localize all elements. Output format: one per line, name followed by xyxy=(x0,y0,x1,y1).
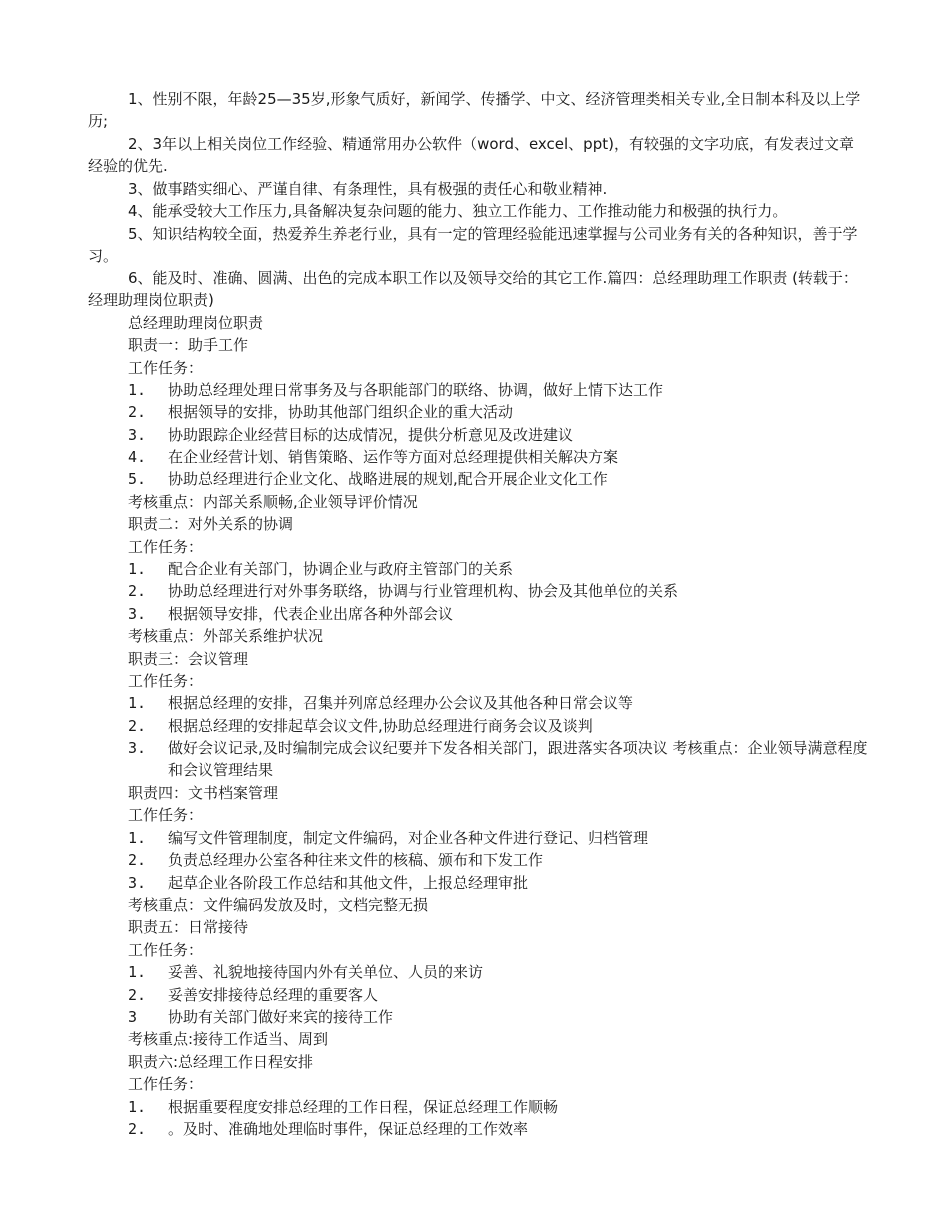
section-heading: 职责一：助手工作 xyxy=(128,336,249,354)
list-item xyxy=(128,379,868,401)
item-number: 4. xyxy=(128,448,147,466)
task-label: 工作任务： xyxy=(128,538,204,556)
section-heading: 职责五：日常接待 xyxy=(128,918,249,936)
list-item xyxy=(128,715,868,737)
list-item xyxy=(128,961,868,983)
item-text: 协助跟踪企业经营目标的达成情况，提供分析意见及改进建议 xyxy=(168,426,574,444)
list-item xyxy=(128,1096,868,1118)
assessment-line: 考核重点：外部关系维护状况 xyxy=(128,627,324,645)
item-text: 妥善安排接待总经理的重要客人 xyxy=(168,986,379,1004)
item-text: 编写文件管理制度，制定文件编码，对企业各种文件进行登记、归档管理 xyxy=(168,829,649,847)
item-number: 3. xyxy=(128,426,147,444)
item-number: 3. xyxy=(128,739,147,757)
task-label: 工作任务： xyxy=(128,806,204,824)
item-number: 2. xyxy=(128,1120,147,1138)
item-text: 协助总经理进行对外事务联络，协调与行业管理机构、协会及其他单位的关系 xyxy=(168,582,679,600)
item-text: 在企业经营计划、销售策略、运作等方面对总经理提供相关解决方案 xyxy=(168,448,619,466)
item-text: 根据总经理的安排，召集并列席总经理办公会议及其他各种日常会议等 xyxy=(168,694,634,712)
list-item xyxy=(128,558,868,580)
item-text: 根据重要程度安排总经理的工作日程，保证总经理工作顺畅 xyxy=(168,1098,559,1116)
item-text: 妥善、礼貌地接待国内外有关单位、人员的来访 xyxy=(168,963,484,981)
list-item xyxy=(128,401,868,423)
list-item xyxy=(128,849,868,871)
section-heading: 职责三：会议管理 xyxy=(128,650,249,668)
item-number: 2. xyxy=(128,986,147,1004)
item-number: 3. xyxy=(128,605,147,623)
task-label: 工作任务： xyxy=(128,672,204,690)
requirement-1: 1、性别不限，年龄25—35岁,形象气质好，新闻学、传播学、中文、经济管理类相关专业,全日制本科及以上学历; xyxy=(88,90,861,131)
item-number: 1. xyxy=(128,694,147,712)
list-item xyxy=(128,446,868,468)
requirement-3: 3、做事踏实细心、严谨自律、有条理性，具有极强的责任心和敬业精神. xyxy=(128,180,608,198)
doc-title: 总经理助理岗位职责 xyxy=(128,314,264,332)
section-heading: 职责四：文书档案管理 xyxy=(128,784,279,802)
item-number: 2. xyxy=(128,717,147,735)
item-number: 2. xyxy=(128,851,147,869)
item-text: 根据领导安排，代表企业出席各种外部会议 xyxy=(168,605,454,623)
item-text: 。及时、准确地处理临时事件，保证总经理的工作效率 xyxy=(168,1120,529,1138)
section-heading: 职责六:总经理工作日程安排 xyxy=(128,1053,314,1071)
list-item xyxy=(128,737,868,782)
item-number: 2. xyxy=(128,582,147,600)
item-text: 协助有关部门做好来宾的接待工作 xyxy=(168,1008,394,1026)
list-item xyxy=(128,872,868,894)
item-text: 起草企业各阶段工作总结和其他文件，上报总经理审批 xyxy=(168,874,529,892)
item-text: 根据总经理的安排起草会议文件,协助总经理进行商务会议及谈判 xyxy=(168,717,593,735)
requirement-6: 6、能及时、准确、圆满、出色的完成本职工作以及领导交给的其它工作.篇四：总经理助理工作职责 (转载于：经理助理岗位职责) xyxy=(88,269,858,310)
assessment-line: 考核重点：文件编码发放及时，文档完整无损 xyxy=(128,896,429,914)
item-text: 做好会议记录,及时编制完成会议纪要并下发各相关部门，跟进落实各项决议 考核重点：企业领导满意程度和会议管理结果 xyxy=(168,739,868,780)
list-item xyxy=(128,984,868,1006)
item-text: 协助总经理进行企业文化、战略进展的规划,配合开展企业文化工作 xyxy=(168,470,608,488)
task-label: 工作任务： xyxy=(128,941,204,959)
list-item xyxy=(128,692,868,714)
task-label: 工作任务： xyxy=(128,1075,204,1093)
requirement-5: 5、知识结构较全面，热爱养生养老行业，具有一定的管理经验能迅速掌握与公司业务有关的各种知识，善于学习。 xyxy=(88,225,858,266)
item-number: 3. xyxy=(128,874,147,892)
requirement-2: 2、3年以上相关岗位工作经验、精通常用办公软件（word、excel、ppt)，有较强的文字功底，有发表过文章经验的优先. xyxy=(88,135,854,176)
list-item xyxy=(128,1006,868,1028)
list-item xyxy=(128,580,868,602)
task-label: 工作任务： xyxy=(128,359,204,377)
item-number: 3 xyxy=(128,1008,138,1026)
assessment-line: 考核重点：内部关系顺畅,企业领导评价情况 xyxy=(128,493,418,511)
requirement-4: 4、能承受较大工作压力,具备解决复杂问题的能力、独立工作能力、工作推动能力和极强的执行力。 xyxy=(128,202,788,220)
list-item xyxy=(128,424,868,446)
item-number: 1. xyxy=(128,381,147,399)
item-text: 根据领导的安排，协助其他部门组织企业的重大活动 xyxy=(168,403,514,421)
list-item xyxy=(128,1118,868,1140)
item-number: 1. xyxy=(128,963,147,981)
item-text: 负责总经理办公室各种往来文件的核稿、颁布和下发工作 xyxy=(168,851,544,869)
section-heading: 职责二：对外关系的协调 xyxy=(128,515,294,533)
list-item xyxy=(128,603,868,625)
assessment-line: 考核重点:接待工作适当、周到 xyxy=(128,1030,329,1048)
list-item xyxy=(128,827,868,849)
list-item xyxy=(128,468,868,490)
item-number: 1. xyxy=(128,1098,147,1116)
item-number: 5. xyxy=(128,470,147,488)
item-text: 协助总经理处理日常事务及与各职能部门的联络、协调，做好上情下达工作 xyxy=(168,381,664,399)
item-number: 1. xyxy=(128,829,147,847)
item-text: 配合企业有关部门，协调企业与政府主管部门的关系 xyxy=(168,560,514,578)
item-number: 1. xyxy=(128,560,147,578)
item-number: 2. xyxy=(128,403,147,421)
